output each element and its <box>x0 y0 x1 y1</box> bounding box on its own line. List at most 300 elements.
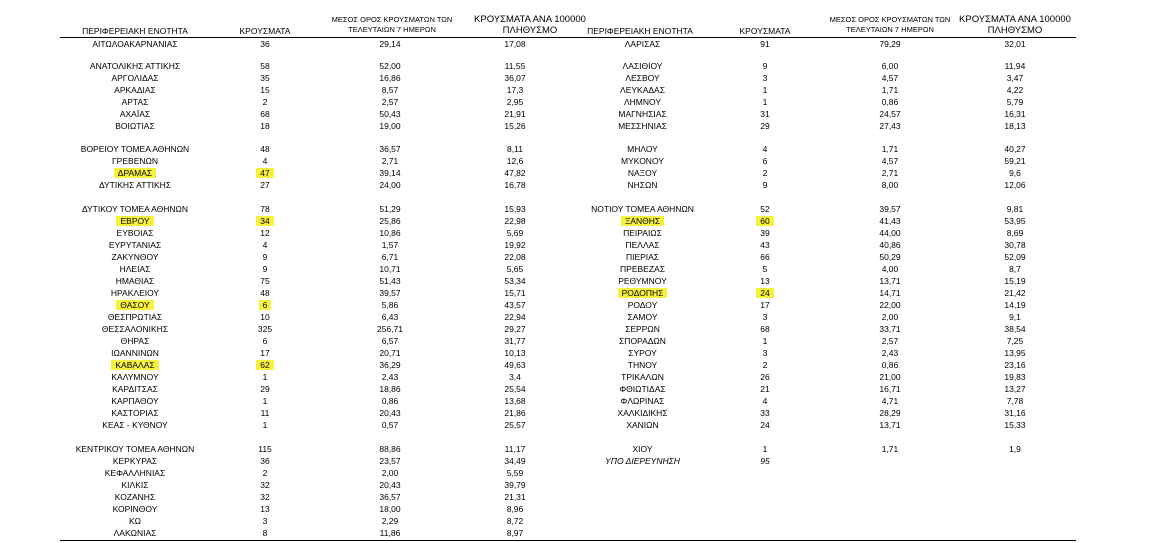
region-name-cell-text: ΣΕΡΡΩΝ <box>625 324 660 334</box>
region-name-cell-text: ΛΕΣΒΟΥ <box>625 73 660 83</box>
cases-cell <box>225 515 305 527</box>
per-100k-cell-text: 7,25 <box>1006 336 1024 346</box>
cases-cell-text: 48 <box>260 288 270 298</box>
region-name-cell-text: ΙΩΑΝΝΙΝΩΝ <box>111 348 159 358</box>
cases-cell <box>725 239 805 251</box>
cases-cell <box>725 383 805 395</box>
region-name-cell-text: ΗΛΕΙΑΣ <box>119 264 151 274</box>
per-100k-cell-text: 5,69 <box>506 228 524 238</box>
cases-cell-text: 4 <box>262 156 268 166</box>
table-row <box>0 275 1150 287</box>
region-name-cell <box>560 275 725 287</box>
avg-7day-cell-text: 1,57 <box>381 240 399 250</box>
region-name-cell-text: ΓΡΕΒΕΝΩΝ <box>112 156 158 166</box>
avg-7day-cell <box>315 503 465 515</box>
region-name-cell <box>560 108 725 120</box>
per-100k-cell-text: 40,27 <box>1004 144 1026 154</box>
header-region-left: ΠΕΡΙΦΕΡΕΙΑΚΗ ΕΝΟΤΗΤΑ <box>82 26 188 36</box>
avg-7day-cell-text: 22,00 <box>879 300 901 310</box>
table-row <box>0 419 1150 431</box>
region-name-cell-text: ΑΧΑΪΑΣ <box>119 109 151 119</box>
per-100k-cell-text: 17,08 <box>504 39 526 49</box>
region-name-cell <box>560 407 725 419</box>
region-name-cell-text: ΝΑΞΟΥ <box>627 168 658 178</box>
per-100k-cell <box>955 215 1075 227</box>
region-name-cell-text: ΚΕΡΚΥΡΑΣ <box>112 456 158 466</box>
header-avg-left-line1: ΜΕΣΟΣ ΟΡΟΣ ΚΡΟΥΣΜΑΤΩΝ ΤΩΝ <box>331 15 453 24</box>
avg-7day-cell-text: 2,29 <box>381 516 399 526</box>
per-100k-cell-text: 9,81 <box>1006 204 1024 214</box>
table-row <box>0 299 1150 311</box>
avg-7day-cell-text: 0,86 <box>881 360 899 370</box>
per-100k-cell-text: 18,13 <box>1004 121 1026 131</box>
avg-7day-cell-text: 2,71 <box>381 156 399 166</box>
region-name-cell-text: ΜΑΓΝΗΣΙΑΣ <box>618 109 667 119</box>
cases-cell-text: 3 <box>762 348 768 358</box>
region-name-cell-text: ΠΙΕΡΙΑΣ <box>625 252 660 262</box>
header-avg-left-line2: ΤΕΛΕΥΤΑΙΩΝ 7 ΗΜΕΡΩΝ <box>348 25 436 34</box>
region-name-cell-text: ΣΥΡΟΥ <box>628 348 657 358</box>
table-row <box>0 383 1150 395</box>
per-100k-cell-text: 21,31 <box>504 492 526 502</box>
table-row <box>0 479 1150 491</box>
avg-7day-cell <box>815 179 965 191</box>
per-100k-cell-text: 11,17 <box>504 444 526 454</box>
avg-7day-cell-text: 25,86 <box>379 216 401 226</box>
avg-7day-cell-text: 33,71 <box>879 324 901 334</box>
region-name-cell-text: ΦΘΙΩΤΙΔΑΣ <box>619 384 666 394</box>
table-row <box>0 179 1150 191</box>
table-row <box>0 311 1150 323</box>
region-name-cell-text: ΗΜΑΘΙΑΣ <box>115 276 155 286</box>
cases-cell-text: 4 <box>762 396 768 406</box>
avg-7day-cell <box>815 347 965 359</box>
header-region-right: ΠΕΡΙΦΕΡΕΙΑΚΗ ΕΝΟΤΗΤΑ <box>587 26 693 36</box>
cases-cell-text: 52 <box>760 204 770 214</box>
avg-7day-cell-text: 1,71 <box>881 85 899 95</box>
table-row <box>0 167 1150 179</box>
avg-7day-cell <box>815 371 965 383</box>
region-name-cell-text: ΝΟΤΙΟΥ ΤΟΜΕΑ ΑΘΗΝΩΝ <box>591 204 694 214</box>
per-100k-cell-text: 2,95 <box>506 97 524 107</box>
region-name-cell <box>560 155 725 167</box>
avg-7day-cell-text: 40,86 <box>879 240 901 250</box>
per-100k-cell-text: 32,01 <box>1004 39 1026 49</box>
table-row <box>0 503 1150 515</box>
cases-cell-text: 3 <box>762 312 768 322</box>
per-100k-cell-text: 19,92 <box>504 240 526 250</box>
avg-7day-cell-text: 29,14 <box>379 39 401 49</box>
cases-cell-text: 68 <box>760 324 770 334</box>
avg-7day-cell <box>815 263 965 275</box>
cases-cell <box>725 251 805 263</box>
region-name-cell-text: ΧΑΝΙΩΝ <box>626 420 659 430</box>
cases-cell-text: 34 <box>256 216 273 226</box>
region-name-cell <box>560 323 725 335</box>
cases-cell-text: 36 <box>260 456 270 466</box>
per-100k-cell-text: 11,94 <box>1004 61 1026 71</box>
per-100k-cell <box>955 203 1075 215</box>
table-row <box>0 467 1150 479</box>
avg-7day-cell <box>815 311 965 323</box>
cases-cell-text: 39 <box>760 228 770 238</box>
per-100k-cell <box>955 335 1075 347</box>
region-name-cell <box>560 203 725 215</box>
cases-cell-text: 6 <box>762 156 768 166</box>
region-name-cell-text: ΛΑΣΙΘΙΟΥ <box>622 61 663 71</box>
per-100k-cell-text: 53,95 <box>1004 216 1026 226</box>
region-name-cell-text: ΧΙΟΥ <box>632 444 653 454</box>
per-100k-cell-text: 25,57 <box>504 420 526 430</box>
avg-7day-cell-text: 4,57 <box>881 73 899 83</box>
per-100k-cell <box>955 443 1075 455</box>
table-row <box>0 407 1150 419</box>
cases-cell-text: 9 <box>762 61 768 71</box>
cases-cell-text: 4 <box>262 240 268 250</box>
cases-cell <box>725 179 805 191</box>
per-100k-cell <box>455 467 575 479</box>
avg-7day-cell-text: 44,00 <box>879 228 901 238</box>
region-name-cell-text: ΕΥΡΥΤΑΝΙΑΣ <box>108 240 162 250</box>
cases-cell-text: 24 <box>756 288 773 298</box>
cases-cell-text: 12 <box>260 228 270 238</box>
per-100k-cell-text: 16,78 <box>504 180 526 190</box>
region-name-cell <box>560 215 725 227</box>
cases-cell <box>225 479 305 491</box>
table-row <box>0 335 1150 347</box>
region-name-cell-text: ΧΑΛΚΙΔΙΚΗΣ <box>617 408 668 418</box>
region-name-cell <box>560 383 725 395</box>
region-name-cell-text: ΑΝΑΤΟΛΙΚΗΣ ΑΤΤΙΚΗΣ <box>89 61 181 71</box>
per-100k-cell-text: 8,97 <box>506 528 524 538</box>
avg-7day-cell-text: 20,43 <box>379 480 401 490</box>
avg-7day-cell <box>815 395 965 407</box>
cases-cell-text: 29 <box>760 121 770 131</box>
cases-cell <box>725 287 805 299</box>
cases-cell-text: 3 <box>262 516 268 526</box>
cases-cell-text: 21 <box>760 384 770 394</box>
cases-cell-text: 2 <box>762 168 768 178</box>
avg-7day-cell <box>815 323 965 335</box>
cases-cell-text: 5 <box>762 264 768 274</box>
avg-7day-cell-text: 6,43 <box>381 312 399 322</box>
footer-rule <box>60 540 1076 541</box>
per-100k-cell-text: 11,55 <box>504 61 526 71</box>
per-100k-cell <box>955 60 1075 72</box>
per-100k-cell <box>955 155 1075 167</box>
avg-7day-cell-text: 36,57 <box>379 144 401 154</box>
per-100k-cell <box>955 227 1075 239</box>
cases-cell-text: 1 <box>762 97 768 107</box>
avg-7day-cell <box>815 167 965 179</box>
avg-7day-cell-text: 14,71 <box>879 288 901 298</box>
region-name-cell <box>560 38 725 50</box>
avg-7day-cell <box>815 72 965 84</box>
region-name-cell <box>560 335 725 347</box>
per-100k-cell-text: 34,49 <box>504 456 526 466</box>
region-name-cell-text: ΖΑΚΥΝΘΟΥ <box>111 252 159 262</box>
region-name-cell-text: ΔΥΤΙΚΟΥ ΤΟΜΕΑ ΑΘΗΝΩΝ <box>81 204 189 214</box>
cases-cell <box>725 407 805 419</box>
per-100k-cell-text: 14,19 <box>1004 300 1026 310</box>
avg-7day-cell <box>815 287 965 299</box>
per-100k-cell-text: 10,13 <box>504 348 526 358</box>
per-100k-cell-text: 21,86 <box>504 408 526 418</box>
avg-7day-cell-text: 1,71 <box>881 444 899 454</box>
region-name-cell-text: ΗΡΑΚΛΕΙΟΥ <box>110 288 160 298</box>
avg-7day-cell-text: 52,00 <box>379 61 401 71</box>
cases-cell <box>725 155 805 167</box>
avg-7day-cell-text: 20,43 <box>379 408 401 418</box>
cases-cell-text: 9 <box>262 264 268 274</box>
avg-7day-cell-text: 2,71 <box>881 168 899 178</box>
cases-cell-text: 78 <box>260 204 270 214</box>
avg-7day-cell-text: 2,57 <box>881 336 899 346</box>
per-100k-cell <box>955 371 1075 383</box>
cases-cell-text: 13 <box>760 276 770 286</box>
region-name-cell-text: ΛΑΡΙΣΑΣ <box>624 39 661 49</box>
table-row <box>0 120 1150 132</box>
region-name-cell-text: ΕΥΒΟΙΑΣ <box>116 228 154 238</box>
avg-7day-cell <box>815 275 965 287</box>
avg-7day-cell-text: 88,86 <box>379 444 401 454</box>
per-100k-cell-text: 8,11 <box>507 144 523 154</box>
region-name-cell <box>560 84 725 96</box>
per-100k-cell-text: 15,93 <box>504 204 526 214</box>
table-row <box>0 108 1150 120</box>
cases-cell-text: 60 <box>756 216 773 226</box>
avg-7day-cell <box>815 335 965 347</box>
table-row <box>0 323 1150 335</box>
per-100k-cell <box>455 515 575 527</box>
table-row <box>0 395 1150 407</box>
table-row <box>0 155 1150 167</box>
avg-7day-cell-text: 0,86 <box>881 97 899 107</box>
cases-cell-text: 2 <box>762 360 768 370</box>
per-100k-cell-text: 5,59 <box>506 468 524 478</box>
region-name-cell-text: ΚΟΡΙΝΘΟΥ <box>112 504 158 514</box>
region-name-cell <box>560 299 725 311</box>
cases-cell-text: 2 <box>262 97 268 107</box>
avg-7day-cell-text: 36,57 <box>379 492 401 502</box>
table-row <box>0 359 1150 371</box>
table-row <box>0 96 1150 108</box>
cases-cell <box>725 84 805 96</box>
avg-7day-cell-text: 13,71 <box>879 420 901 430</box>
cases-cell <box>225 467 305 479</box>
per-100k-cell <box>955 38 1075 50</box>
per-100k-cell-text: 7,78 <box>1006 396 1024 406</box>
header-cases-right: ΚΡΟΥΣΜΑΤΑ <box>739 26 791 36</box>
table-row <box>0 251 1150 263</box>
per-100k-cell <box>955 311 1075 323</box>
cases-cell <box>725 335 805 347</box>
table-row <box>0 38 1150 50</box>
cases-cell-text: 95 <box>760 456 770 466</box>
per-100k-cell-text: 53,34 <box>504 276 526 286</box>
per-100k-cell-text: 39,79 <box>504 480 526 490</box>
per-100k-cell-text: 31,16 <box>1004 408 1026 418</box>
avg-7day-cell <box>315 467 465 479</box>
region-name-cell-text: ΡΟΔΟΥ <box>627 300 658 310</box>
cases-cell-text: 9 <box>262 252 268 262</box>
per-100k-cell-text: 3,47 <box>1006 73 1024 83</box>
region-name-cell-text: ΕΒΡΟΥ <box>116 216 153 226</box>
region-name-cell-text: ΚΑΡΠΑΘΟΥ <box>111 396 159 406</box>
region-name-cell-text: ΛΗΜΝΟΥ <box>623 97 662 107</box>
avg-7day-cell-text: 8,57 <box>381 85 399 95</box>
header-cases-left: ΚΡΟΥΣΜΑΤΑ <box>239 26 291 36</box>
cases-cell <box>725 323 805 335</box>
avg-7day-cell <box>815 407 965 419</box>
region-name-cell-text: ΚΑΣΤΟΡΙΑΣ <box>111 408 159 418</box>
region-name-cell-text: ΘΗΡΑΣ <box>120 336 150 346</box>
region-name-cell <box>560 371 725 383</box>
cases-cell-text: 27 <box>260 180 270 190</box>
cases-cell <box>725 455 805 467</box>
region-name-cell-text: ΘΑΣΟΥ <box>116 300 153 310</box>
region-name-cell-text: ΡΕΘΥΜΝΟΥ <box>618 276 667 286</box>
cases-cell-text: 43 <box>760 240 770 250</box>
per-100k-cell-text: 15,71 <box>504 288 526 298</box>
region-name-cell <box>560 419 725 431</box>
region-name-cell <box>560 263 725 275</box>
per-100k-cell-text: 9,6 <box>1009 168 1021 178</box>
region-name-cell-text: ΞΑΝΘΗΣ <box>621 216 664 226</box>
region-name-cell-text: ΘΕΣΠΡΩΤΙΑΣ <box>107 312 163 322</box>
avg-7day-cell <box>815 120 965 132</box>
region-name-cell-text: ΦΛΩΡΙΝΑΣ <box>620 396 665 406</box>
cases-cell-text: 17 <box>760 300 770 310</box>
per-100k-cell <box>955 275 1075 287</box>
cases-cell-text: 4 <box>762 144 768 154</box>
table-row <box>0 491 1150 503</box>
per-100k-cell <box>955 359 1075 371</box>
per-100k-cell <box>955 96 1075 108</box>
per-100k-cell <box>955 251 1075 263</box>
region-name-cell <box>560 143 725 155</box>
region-name-cell-text: ΚΕΦΑΛΛΗΝΙΑΣ <box>104 468 166 478</box>
per-100k-cell <box>955 407 1075 419</box>
region-name-cell-text: ΣΠΟΡΑΔΩΝ <box>619 336 666 346</box>
per-100k-cell <box>955 287 1075 299</box>
avg-7day-cell-text: 2,57 <box>381 97 399 107</box>
avg-7day-cell-text: 23,57 <box>379 456 401 466</box>
per-100k-cell <box>955 179 1075 191</box>
cases-cell <box>725 108 805 120</box>
avg-7day-cell-text: 41,43 <box>879 216 901 226</box>
region-name-cell-text: ΑΡΓΟΛΙΔΑΣ <box>111 73 159 83</box>
per-100k-cell <box>955 143 1075 155</box>
header-per100k-left-line2: ΠΛΗΘΥΣΜΟ <box>502 25 558 36</box>
avg-7day-cell-text: 6,71 <box>381 252 399 262</box>
avg-7day-cell-text: 6,57 <box>381 336 399 346</box>
cases-cell-text: 31 <box>760 109 770 119</box>
cases-cell-text: 33 <box>760 408 770 418</box>
avg-7day-cell <box>815 96 965 108</box>
cases-cell-text: 32 <box>260 492 270 502</box>
table-row <box>0 455 1150 467</box>
cases-cell-text: 75 <box>260 276 270 286</box>
cases-cell-text: 48 <box>260 144 270 154</box>
avg-7day-cell <box>315 491 465 503</box>
avg-7day-cell-text: 0,57 <box>381 420 399 430</box>
cases-cell-text: 3 <box>762 73 768 83</box>
avg-7day-cell-text: 36,29 <box>379 360 401 370</box>
table-row <box>0 263 1150 275</box>
cases-cell-text: 2 <box>262 468 268 478</box>
cases-cell <box>725 143 805 155</box>
avg-7day-cell <box>315 479 465 491</box>
cases-cell <box>725 419 805 431</box>
per-100k-cell <box>955 108 1075 120</box>
table-row <box>0 239 1150 251</box>
region-name-cell <box>560 227 725 239</box>
table-row <box>0 527 1150 539</box>
region-name-cell <box>560 443 725 455</box>
cases-cell <box>725 227 805 239</box>
region-name-cell <box>560 287 725 299</box>
avg-7day-cell-text: 27,43 <box>879 121 901 131</box>
region-name-cell-text: ΑΙΤΩΛΟΑΚΑΡΝΑΝΙΑΣ <box>92 39 178 49</box>
per-100k-cell-text: 43,57 <box>504 300 526 310</box>
cases-cell <box>725 60 805 72</box>
avg-7day-cell-text: 21,00 <box>879 372 901 382</box>
per-100k-cell-text: 19,83 <box>1004 372 1026 382</box>
cases-cell <box>725 38 805 50</box>
region-name-cell-text: ΜΕΣΣΗΝΙΑΣ <box>618 121 667 131</box>
region-name-cell-text: ΚΑΡΔΙΤΣΑΣ <box>112 384 158 394</box>
per-100k-cell-text: 13,95 <box>1004 348 1026 358</box>
cases-cell-text: 18 <box>260 121 270 131</box>
region-name-cell-text: ΠΕΙΡΑΙΩΣ <box>623 228 662 238</box>
avg-7day-cell <box>315 515 465 527</box>
region-name-cell-text: ΡΟΔΟΠΗΣ <box>618 288 668 298</box>
region-name-cell-text: ΚΕΑΣ - ΚΥΘΝΟΥ <box>102 420 168 430</box>
avg-7day-cell-text: 2,00 <box>881 312 899 322</box>
table-row <box>0 60 1150 72</box>
cases-cell <box>725 275 805 287</box>
cases-cell-text: 9 <box>762 180 768 190</box>
avg-7day-cell-text: 16,71 <box>879 384 901 394</box>
per-100k-cell <box>955 299 1075 311</box>
per-100k-cell-text: 47,82 <box>504 168 526 178</box>
per-100k-cell-text: 9,1 <box>1009 312 1021 322</box>
avg-7day-cell-text: 5,86 <box>381 300 399 310</box>
region-name-cell-text: ΚΑΛΥΜΝΟΥ <box>111 372 159 382</box>
region-name-cell-text: ΠΕΛΛΑΣ <box>625 240 660 250</box>
avg-7day-cell <box>815 419 965 431</box>
cases-cell-text: 36 <box>260 39 270 49</box>
region-name-cell-text: ΚΑΒΑΛΑΣ <box>111 360 158 370</box>
per-100k-cell-text: 21,42 <box>1004 288 1026 298</box>
avg-7day-cell-text: 0,86 <box>381 396 399 406</box>
region-name-cell-text: ΑΡΚΑΔΙΑΣ <box>114 85 156 95</box>
cases-cell <box>725 347 805 359</box>
avg-7day-cell-text: 50,29 <box>879 252 901 262</box>
avg-7day-cell-text: 10,86 <box>379 228 401 238</box>
cases-cell-text: 6 <box>259 300 272 310</box>
avg-7day-cell-text: 19,00 <box>379 121 401 131</box>
region-name-cell <box>560 60 725 72</box>
per-100k-cell-text: 31,77 <box>504 336 526 346</box>
cases-cell <box>725 359 805 371</box>
table-row <box>0 203 1150 215</box>
avg-7day-cell-text: 16,86 <box>379 73 401 83</box>
region-name-cell <box>560 359 725 371</box>
per-100k-cell-text: 8,7 <box>1009 264 1021 274</box>
per-100k-cell-text: 8,72 <box>506 516 524 526</box>
